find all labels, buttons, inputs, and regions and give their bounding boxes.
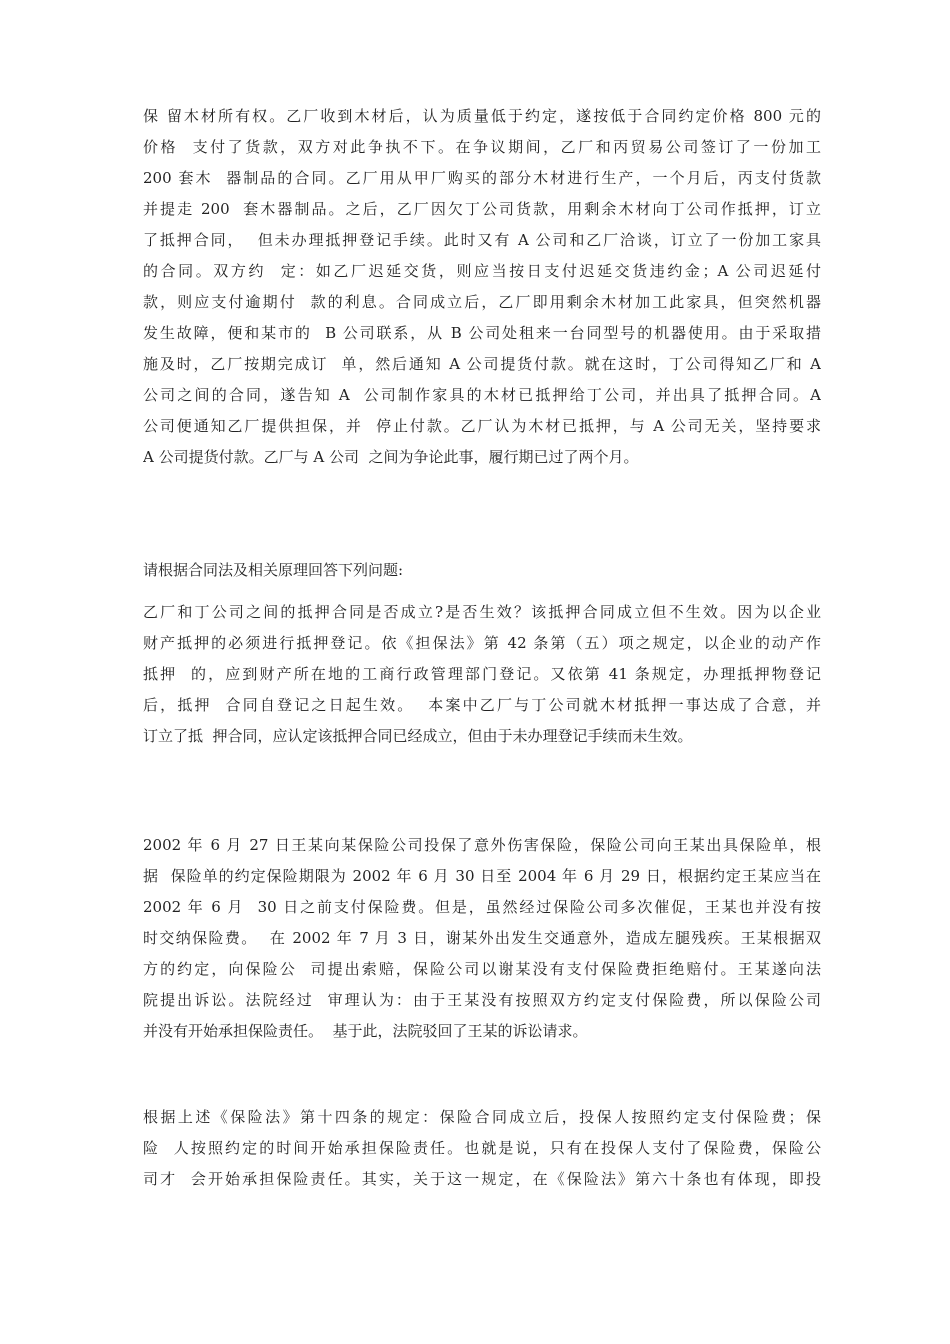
text-line: 乙厂和丁公司之间的抵押合同是否成立?是否生效？该抵押合同成立但不生效。因为以企业 (143, 603, 821, 621)
text-line: 2002 年 6 月 30 日之前支付保险费。但是，虽然经过保险公司多次催促，王某也并没有按 (143, 898, 821, 916)
text-line: 公司之间的合同，遂告知 A 公司制作家具的木材已抵押给丁公司，并出具了抵押合同。A (143, 386, 821, 404)
text-line: 保 留木材所有权。乙厂收到木材后，认为质量低于约定，遂按低于合同约定价格 800 元的 (143, 107, 821, 125)
paragraph-insurance-law (143, 1102, 821, 1195)
text-line: 200 套木 器制品的合同。乙厂用从甲厂购买的部分木材进行生产，一个月后，丙支付货款 (143, 169, 821, 187)
text-line: 司才 会开始承担保险责任。其实，关于这一规定，在《保险法》第六十条也有体现，即投 (143, 1170, 821, 1188)
text-line: 院提出诉讼。法院经过 审理认为：由于王某没有按照双方约定支付保险费，所以保险公司 (143, 991, 821, 1009)
text-line: 根据上述《保险法》第十四条的规定：保险合同成立后，投保人按照约定支付保险费；保 (143, 1108, 821, 1126)
text-line: 订立了抵 押合同，应认定该抵押合同已经成立，但由于未办理登记手续而未生效。 (143, 727, 693, 745)
text-line: 施及时，乙厂按期完成订 单，然后通知 A 公司提货付款。就在这时，丁公司得知乙厂和 A (143, 355, 821, 373)
text-line: 请根据合同法及相关原理回答下列问题: (143, 561, 404, 579)
text-line: 抵押 的，应到财产所在地的工商行政管理部门登记。又依第 41 条规定，办理抵押物登记 (143, 665, 821, 683)
paragraph-contract-case (143, 101, 821, 473)
text-line: 公司便通知乙厂提供担保，并 停止付款。乙厂认为木材已抵押，与 A 公司无关，坚持要求 (143, 417, 821, 435)
paragraph-mortgage-answer (143, 597, 821, 752)
text-line: 财产抵押的必须进行抵押登记。依《担保法》第 42 条第（五）项之规定，以企业的动产作 (143, 634, 821, 652)
text-line: 并提走 200 套木器制品。之后，乙厂因欠丁公司货款，用剩余木材向丁公司作抵押，订立 (143, 200, 821, 218)
text-line: 的合同。双方约 定：如乙厂迟延交货，则应当按日支付迟延交货违约金；A 公司迟延付 (143, 262, 821, 280)
text-line: 据 保险单的约定保险期限为 2002 年 6 月 30 日至 2004 年 6 月 29 日，根据约定王某应当在 (143, 867, 821, 885)
text-line: 了抵押合同， 但未办理抵押登记手续。此时又有 A 公司和乙厂洽谈，订立了一份加工家具 (143, 231, 821, 249)
text-line: 发生故障，便和某市的 B 公司联系，从 B 公司处租来一台同型号的机器使用。由于采取措 (143, 324, 821, 342)
paragraph-question-prompt (143, 555, 821, 586)
text-line: 时交纳保险费。 在 2002 年 7 月 3 日，谢某外出发生交通意外，造成左腿残疾。王某根据双 (143, 929, 821, 947)
text-line: 并没有开始承担保险责任。 基于此，法院驳回了王某的诉讼请求。 (143, 1022, 588, 1040)
text-line: 2002 年 6 月 27 日王某向某保险公司投保了意外伤害保险，保险公司向王某出具保险单，根 (143, 836, 821, 854)
text-line: 款，则应支付逾期付 款的利息。合同成立后，乙厂即用剩余木材加工此家具，但突然机器 (143, 293, 821, 311)
text-line: A 公司提货付款。乙厂与 A 公司 之间为争论此事，履行期已过了两个月。 (143, 448, 639, 466)
text-line: 价格 支付了货款，双方对此争执不下。在争议期间，乙厂和丙贸易公司签订了一份加工 (143, 138, 821, 156)
text-line: 险 人按照约定的时间开始承担保险责任。也就是说，只有在投保人支付了保险费，保险公 (143, 1139, 821, 1157)
text-line: 后，抵押 合同自登记之日起生效。 本案中乙厂与丁公司就木材抵押一事达成了合意，并 (143, 696, 821, 714)
text-line: 方的约定，向保险公 司提出索赔，保险公司以谢某没有支付保险费拒绝赔付。王某遂向法 (143, 960, 821, 978)
paragraph-insurance-case (143, 830, 821, 1047)
